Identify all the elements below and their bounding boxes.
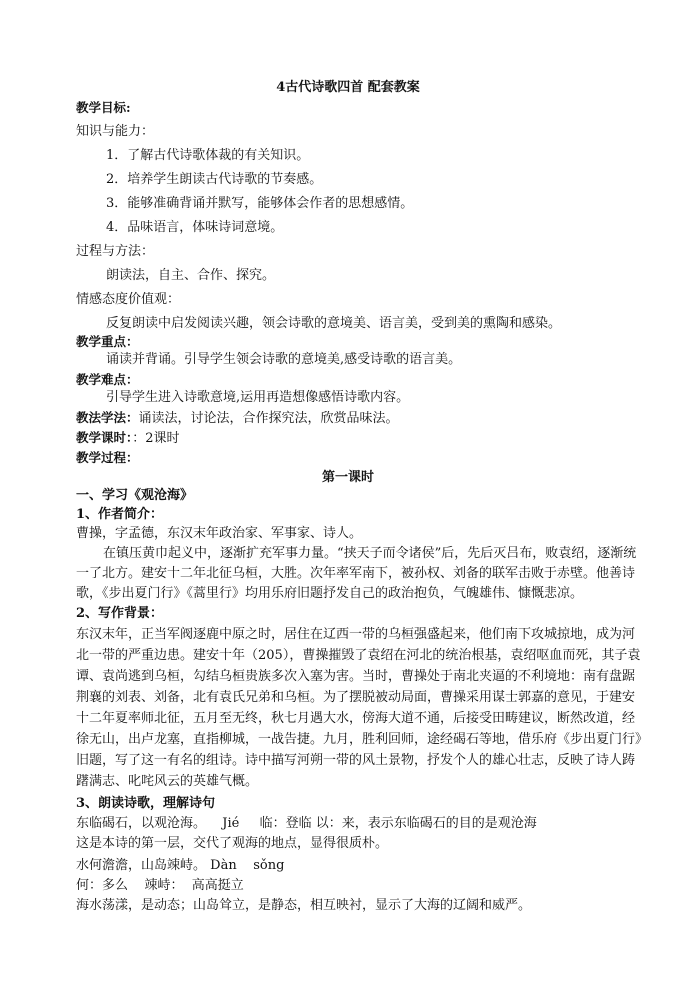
background-line: 东汉末年，正当军阀逐鹿中原之时，居住在辽西一带的乌桓强盛起来，他们南下攻城掠地，成为河 — [76, 627, 636, 642]
background-line: 荆襄的刘表、刘备，北有袁氏兄弟和乌桓。为了摆脱被动局面，曹操采用谋士郭嘉的意见，于建安 — [76, 690, 636, 705]
knowledge-item-1: 1．了解古代诗歌体裁的有关知识。 — [106, 148, 310, 163]
key-heading: 教学重点： — [76, 334, 139, 349]
methods-heading: 教法学法： — [76, 410, 139, 425]
verse-1-note: 临：登临 以：来，表示东临碣石的目的是观沧海 — [259, 816, 537, 831]
verse-1-pinyin: Jié — [222, 816, 240, 831]
lesson-heading: 第一课时 — [321, 470, 374, 485]
author-para-line: 歌，《步出夏门行》《蒿里行》均用乐府旧题抒发自己的政治抱负，气魄雄伟、慷慨悲凉。 — [76, 586, 584, 601]
knowledge-item-3: 3．能够准确背诵并默写，能够体会作者的思想感情。 — [106, 196, 414, 211]
background-line: 躇满志、叱咤风云的英雄气概。 — [76, 774, 259, 789]
methods-line — [76, 410, 399, 427]
background-line: 旧题，写了这一有名的组诗。诗中描写河朔一带的风土景物，抒发个人的雄心壮志，反映了诗人踌 — [76, 753, 636, 768]
verse-2: 水何澹澹，山岛竦峙。 — [76, 858, 207, 873]
hours-heading: 教学课时： — [76, 430, 133, 445]
verse-1-comment: 这是本诗的第一层，交代了观海的地点，显得很质朴。 — [76, 836, 389, 851]
process-text: 朗读法，自主、合作、探究。 — [106, 268, 276, 283]
section1-heading: 一、学习《观沧海》 — [76, 488, 194, 503]
verse-2-line — [76, 858, 284, 874]
emotion-heading: 情感态度价值观： — [76, 292, 181, 307]
difficult-heading: 教学难点： — [76, 372, 139, 387]
difficult-text: 引导学生进入诗歌意境,运用再造想像感悟诗歌内容。 — [106, 390, 410, 405]
author-heading: 1、作者简介： — [76, 507, 164, 522]
background-line: 北一带的严重边患。建安十年（205），曹操摧毁了袁绍在河北的统治根基，袁绍呕血而死，其子袁 — [76, 648, 641, 663]
knowledge-item-4: 4．品味语言，体味诗词意境。 — [106, 220, 284, 235]
author-line-1: 曹操，字孟德，东汉末年政治家、军事家、诗人。 — [76, 526, 363, 541]
steps-heading: 教学过程： — [76, 450, 139, 465]
verse-2-pinyin: Dàn sǒng — [210, 858, 285, 873]
background-line: 谭、袁尚逃到乌桓，勾结乌桓贵族多次入塞为害。当时，曹操处于南北夹逼的不利境地：南有盘踞 — [76, 669, 636, 684]
process-heading: 过程与方法： — [76, 244, 155, 259]
methods-text: 诵读法，讨论法，合作探究法，欣赏品味法。 — [138, 411, 399, 426]
author-para-line: 在镇压黄巾起义中，逐渐扩充军事力量。“挟天子而令诸侯”后，先后灭吕布，败袁绍，逐渐统 — [103, 546, 637, 561]
document-title: 4古代诗歌四首 配套教案 — [276, 80, 420, 95]
hours-line — [76, 430, 180, 447]
verse-1-line — [76, 816, 537, 832]
emotion-text: 反复朗读中启发阅读兴趣，领会诗歌的意境美、语言美，受到美的熏陶和感染。 — [106, 316, 562, 331]
verse-2-comment: 海水荡漾，是动态；山岛耸立，是静态，相互映衬，显示了大海的辽阔和威严。 — [76, 898, 532, 913]
knowledge-heading: 知识与能力： — [76, 124, 155, 139]
author-para-line: 一了北方。建安十二年北征乌桓，大胜。次年率军南下，被孙权、刘备的联军击败于赤壁。他善诗 — [76, 566, 636, 581]
knowledge-item-2: 2．培养学生朗读古代诗歌的节奏感。 — [106, 172, 323, 187]
verse-1: 东临碣石，以观沧海。 — [76, 816, 207, 831]
background-heading: 2、写作背景： — [76, 606, 164, 621]
hours-text: ：2课时 — [132, 431, 180, 446]
key-text: 诵读并背诵。引导学生领会诗歌的意境美,感受诗歌的语言美。 — [106, 352, 462, 367]
background-line: 十二年夏率师北征，五月至无终，秋七月遇大水，傍海大道不通，后接受田畴建议，断然改道，经 — [76, 711, 636, 726]
background-line: 徐无山，出卢龙塞，直指柳城，一战告捷。九月，胜利回师，途经碣石等地，借乐府《步出夏门行》 — [76, 732, 649, 747]
objectives-heading: 教学目标: — [76, 100, 131, 115]
reading-heading: 3、朗读诗歌，理解诗句 — [76, 796, 216, 811]
verse-2-note: 何：多么 竦峙： 高高挺立 — [76, 878, 244, 893]
